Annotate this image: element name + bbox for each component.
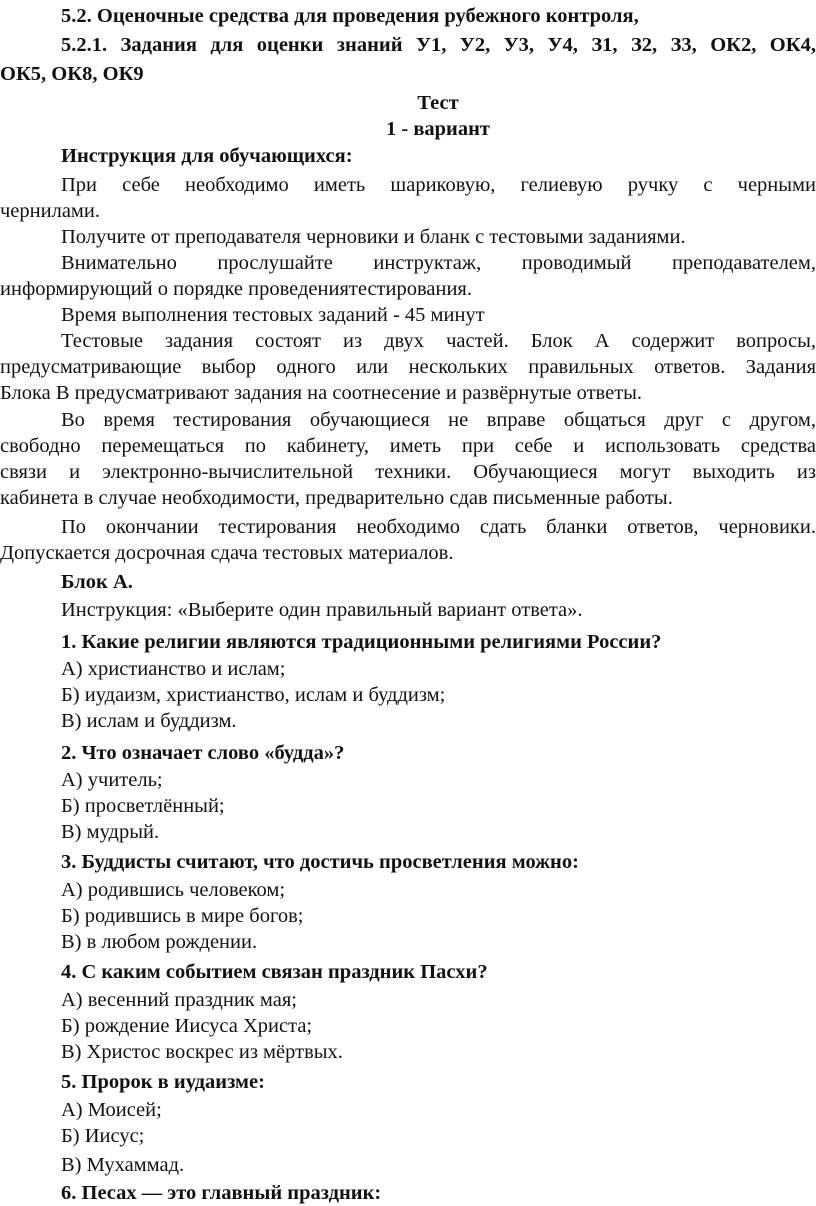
instruction-paragraph-line: информирующий о порядке проведениятестирования. <box>0 278 472 300</box>
instruction-paragraph: При себе необходимо иметь шариковую, гелиевую ручку с черными <box>61 174 816 196</box>
question-title: 3. Буддисты считают, что достичь просветления можно: <box>61 851 579 873</box>
answer-option: В) мудрый. <box>61 821 160 843</box>
answer-option: А) христианство и ислам; <box>61 658 286 680</box>
variant-title: 1 - вариант <box>386 118 490 140</box>
instruction-paragraph-line: предусматривающие выбор одного или нескольких правильных ответов. Задания <box>0 356 816 378</box>
instruction-paragraph: Получите от преподавателя черновики и бланк с тестовыми заданиями. <box>61 226 686 248</box>
answer-option: В) ислам и буддизм. <box>61 710 237 732</box>
instruction-paragraph: Во время тестирования обучающиеся не вправе общаться друг с другом, <box>61 409 816 431</box>
test-title: Тест <box>417 92 459 114</box>
question-title: 2. Что означает слово «будда»? <box>61 742 345 764</box>
block-a-instruction: Инструкция: «Выберите один правильный вариант ответа». <box>61 599 583 621</box>
answer-option: Б) рождение Иисуса Христа; <box>61 1015 313 1037</box>
answer-option: А) родившись человеком; <box>61 879 286 901</box>
answer-option: В) в любом рождении. <box>61 931 258 953</box>
answer-option: Б) Иисус; <box>61 1125 145 1147</box>
instruction-paragraph-line: чернилами. <box>0 200 100 222</box>
answer-option: В) Мухаммад. <box>61 1154 185 1176</box>
answer-option: А) учитель; <box>61 769 163 791</box>
instruction-paragraph: Тестовые задания состоят из двух частей. Блок А содержит вопросы, <box>61 330 816 352</box>
instruction-paragraph-line: Допускается досрочная сдача тестовых материалов. <box>0 542 454 564</box>
instruction-paragraph-line: свободно перемещаться по кабинету, иметь при себе и использовать средства <box>0 435 816 457</box>
answer-option: Б) просветлённый; <box>61 795 225 817</box>
question-title: 5. Пророк в иудаизме: <box>61 1071 265 1093</box>
instruction-paragraph-line: связи и электронно-вычислительной техники. Обучающиеся могут выходить из <box>0 461 816 483</box>
instruction-paragraph: Внимательно прослушайте инструктаж, проводимый преподавателем, <box>61 252 816 274</box>
answer-option: А) Моисей; <box>61 1099 162 1121</box>
question-title: 1. Какие религии являются традиционными религиями России? <box>61 631 662 653</box>
instruction-paragraph: По окончании тестирования необходимо сдать бланки ответов, черновики. <box>61 516 816 538</box>
question-title: 4. С каким событием связан праздник Пасхи? <box>61 961 488 983</box>
question-title: 6. Песах — это главный праздник: <box>61 1182 382 1204</box>
instruction-paragraph-line: кабинета в случае необходимости, предварительно сдав письменные работы. <box>0 487 673 509</box>
time-limit: Время выполнения тестовых заданий - 45 минут <box>61 304 485 326</box>
instruction-paragraph-line: Блока В предусматривают задания на соотнесение и развёрнутые ответы. <box>0 382 643 404</box>
answer-option: В) Христос воскрес из мёртвых. <box>61 1041 343 1063</box>
subsection-heading-continued: ОК5, ОК8, ОК9 <box>0 63 144 85</box>
answer-option: Б) иудаизм, христианство, ислам и буддизм; <box>61 684 446 706</box>
block-a-title: Блок А. <box>61 571 133 593</box>
section-heading: 5.2. Оценочные средства для проведения рубежного контроля, <box>61 5 639 27</box>
answer-option: А) весенний праздник мая; <box>61 989 297 1011</box>
instruction-title: Инструкция для обучающихся: <box>61 145 353 167</box>
subsection-heading: 5.2.1. Задания для оценки знаний У1, У2, У3, У4, З1, З2, З3, ОК2, ОК4, <box>61 34 816 56</box>
answer-option: Б) родившись в мире богов; <box>61 905 304 927</box>
